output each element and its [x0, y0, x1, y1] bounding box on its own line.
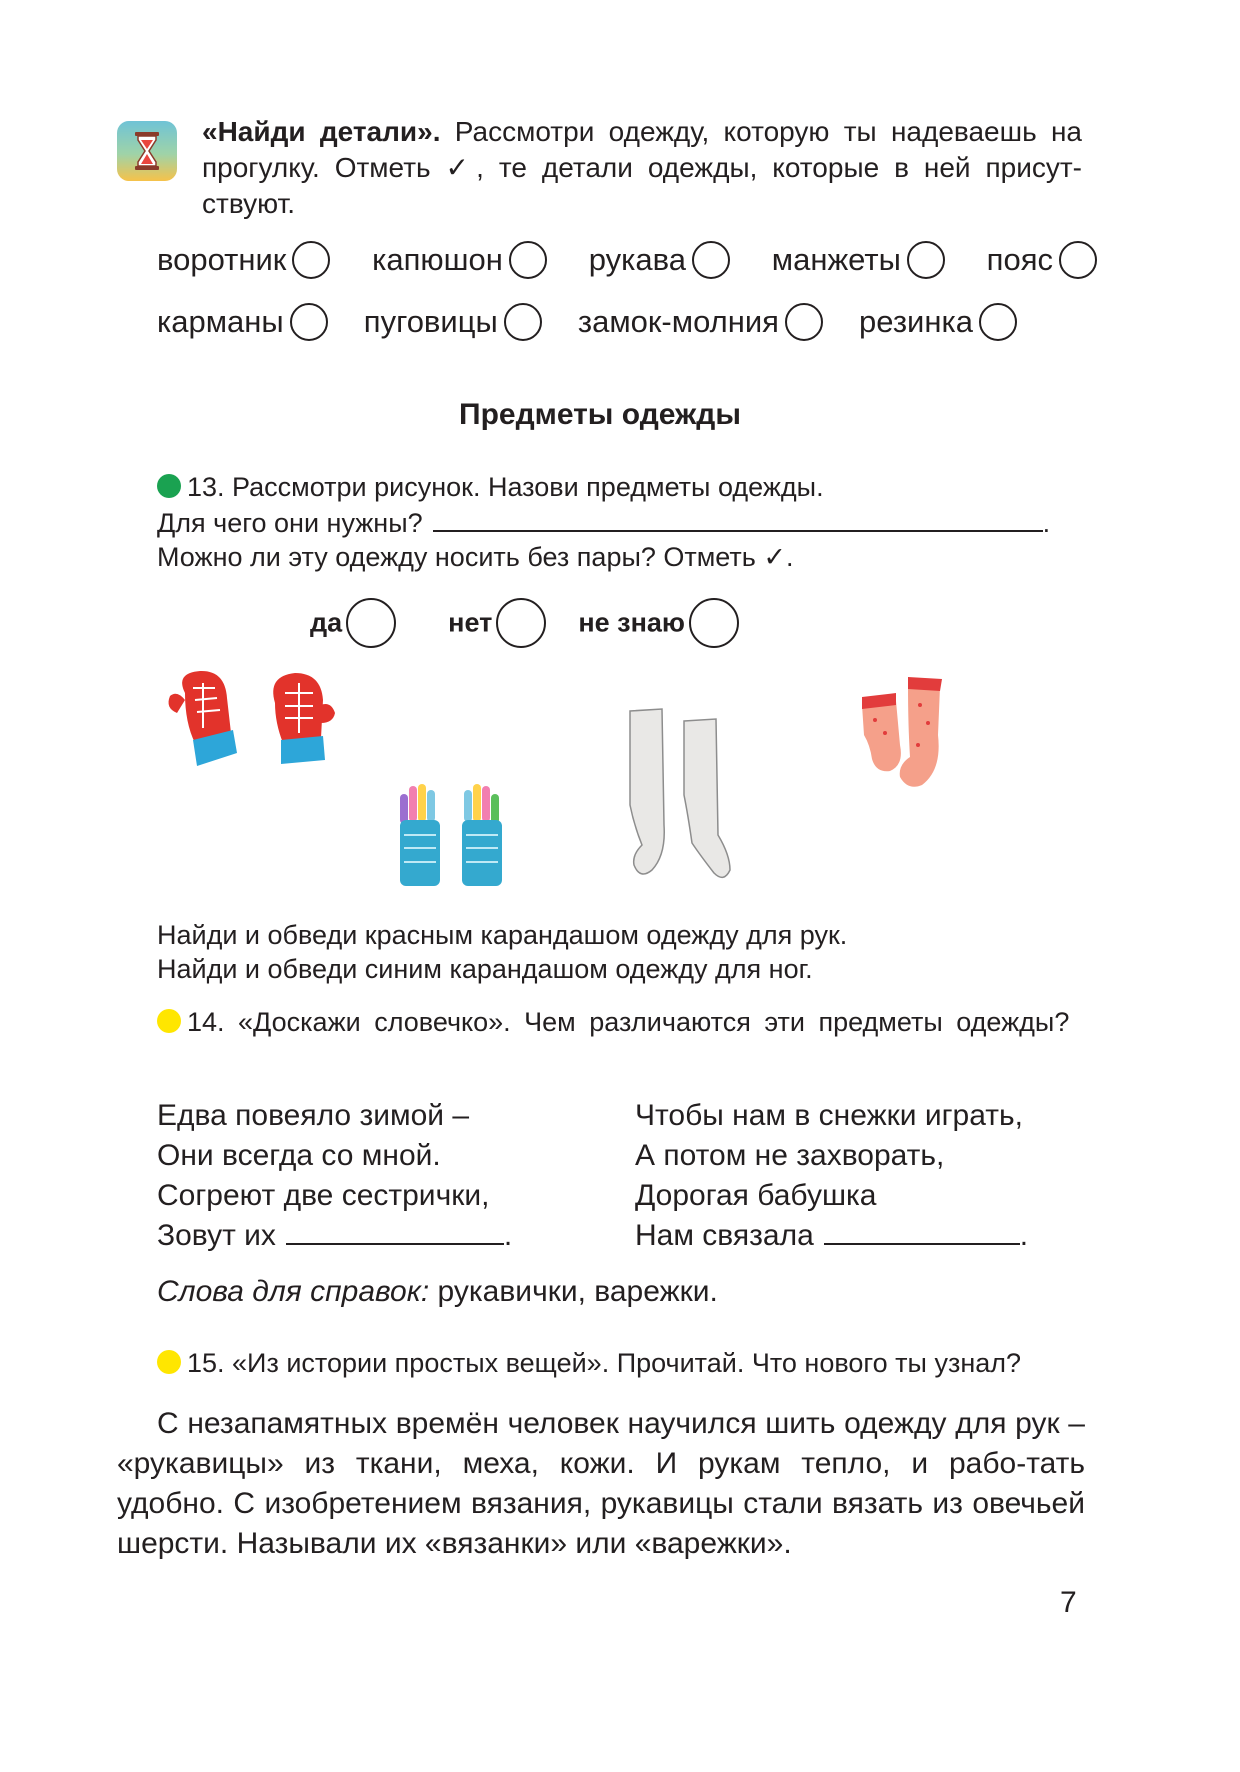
checkbox-circle[interactable]: [504, 303, 542, 341]
checkbox-circle[interactable]: [292, 241, 330, 279]
instruction-blue: Найди и обведи синим карандашом одежду для ног.: [157, 954, 813, 984]
checkbox-circle[interactable]: [979, 303, 1017, 341]
option-no: нет: [448, 598, 546, 648]
hint-values: рукавички, варежки.: [429, 1275, 718, 1308]
intro-body: Рассмотри одежду, которую ты надеваешь на прогулку. Отметь ✓, те детали одежды, которые в ней присут-ствуют.: [202, 116, 1082, 219]
checkbox-circle[interactable]: [1059, 241, 1097, 279]
checkbox-circle[interactable]: [509, 241, 547, 279]
task13-text: 13. Рассмотри рисунок. Назови предметы одежды. Для чего они нужны? . Можно ли эту одежду носить без пары? Отметь ✓.: [157, 470, 1077, 574]
option-circle[interactable]: [689, 598, 739, 648]
yellow-dot-icon: [157, 1350, 181, 1374]
green-dot-icon: [157, 474, 181, 498]
detail-item: воротник: [157, 240, 330, 279]
answer-line[interactable]: [824, 1217, 1020, 1245]
mittens-icon[interactable]: [165, 668, 340, 783]
task13-line1: 13. Рассмотри рисунок. Назови предметы одежды.: [187, 472, 824, 502]
detail-item: пояс: [987, 240, 1097, 279]
option-circle[interactable]: [496, 598, 546, 648]
detail-item: пуговицы: [364, 302, 542, 341]
option-dont-know: не знаю: [578, 598, 739, 648]
option-circle[interactable]: [346, 598, 396, 648]
detail-item: рукава: [589, 240, 730, 279]
detail-item: манжеты: [772, 240, 945, 279]
details-row-1: [157, 240, 1097, 279]
task13-line3: Можно ли эту одежду носить без пары? Отметь ✓.: [157, 542, 794, 572]
details-row-2: [157, 302, 1017, 341]
poem-left: Едва повеяло зимой – Они всегда со мной. Согреют две сестрички, Зовут их .: [157, 1099, 513, 1252]
answer-line[interactable]: [433, 504, 1043, 532]
gloves-icon[interactable]: [392, 780, 512, 890]
intro-text: [202, 114, 1082, 222]
hourglass-icon: [116, 120, 178, 182]
task15-text: 15. «Из истории простых вещей». Прочитай. Что нового ты узнал?: [157, 1346, 1097, 1380]
answer-options: [310, 598, 739, 648]
option-yes: да: [310, 598, 396, 648]
detail-item: капюшон: [372, 240, 547, 279]
checkbox-circle[interactable]: [692, 241, 730, 279]
knee-socks-icon[interactable]: [622, 705, 752, 885]
answer-line[interactable]: [286, 1217, 504, 1245]
socks-icon[interactable]: [850, 675, 960, 793]
instruction-red: Найди и обведи красным карандашом одежду для рук.: [157, 920, 848, 950]
hint-words: [157, 1272, 718, 1312]
poem-right: Чтобы нам в снежки играть, А потом не захворать, Дорогая бабушка Нам связала .: [635, 1099, 1029, 1252]
section-title: Предметы одежды: [459, 398, 741, 431]
yellow-dot-icon: [157, 1009, 181, 1033]
detail-item: замок-молния: [578, 302, 823, 341]
history-paragraph: С незапамятных времён человек научился шить одежду для рук – «рукавицы» из ткани, меха, кожи. И рукам тепло, и рабо-тать удобно. С изобретением вязания, рукавицы стали вязать из овечьей шерсти. Называли их «вязанки» или «варежки».: [117, 1407, 1085, 1560]
task13-instructions: [157, 918, 1077, 986]
task14-text: 14. «Доскажи словечко». Чем различаются эти предметы одежды?: [117, 1005, 1085, 1039]
detail-item: резинка: [859, 302, 1017, 341]
hint-label: Слова для справок:: [157, 1275, 430, 1308]
page-number: 7: [1060, 1586, 1077, 1619]
intro-title: «Найди детали».: [202, 116, 441, 147]
checkbox-circle[interactable]: [907, 241, 945, 279]
task13-line2: Для чего они нужны?: [157, 508, 423, 538]
detail-item: карманы: [157, 302, 328, 341]
checkbox-circle[interactable]: [290, 303, 328, 341]
checkbox-circle[interactable]: [785, 303, 823, 341]
